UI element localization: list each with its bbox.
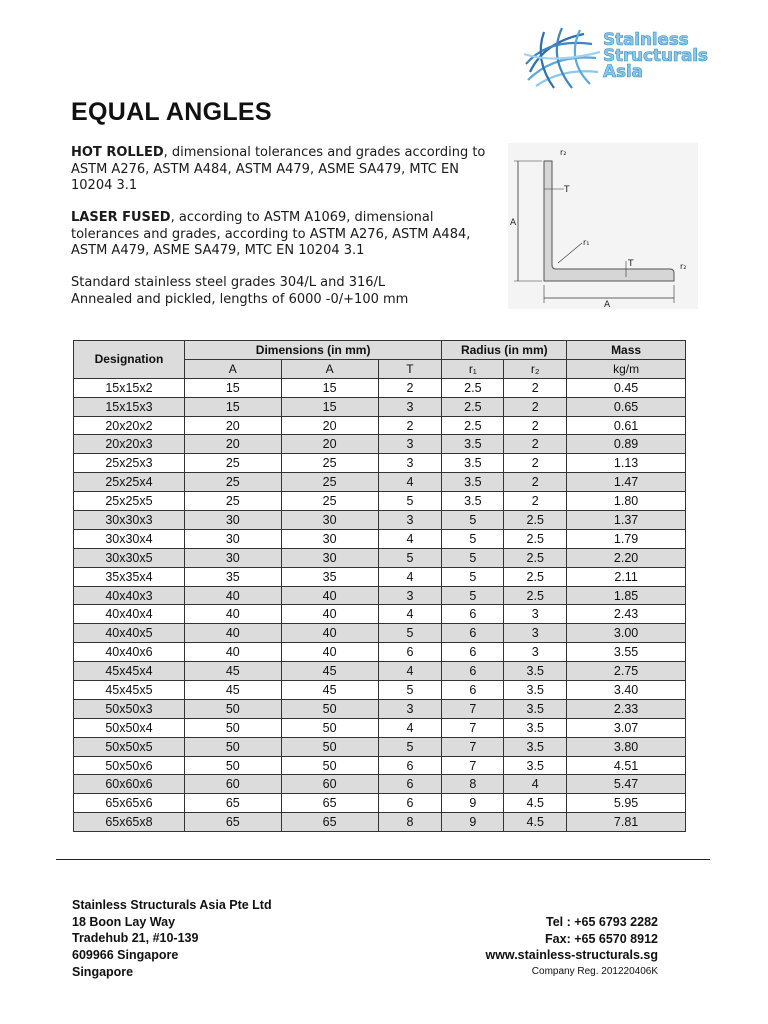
a2-cell: 25 — [281, 473, 378, 492]
a2-cell: 65 — [281, 813, 378, 832]
table-row — [74, 473, 686, 492]
hot-rolled-text: , dimensional tolerances and grades according to ASTM A276, ASTM A484, ASTM A479, ASME SA479, MTC EN 10204 3.1 — [71, 145, 486, 193]
designation-cell: 50x50x3 — [74, 699, 185, 718]
a1-cell: 30 — [184, 529, 281, 548]
t-cell: 6 — [378, 794, 442, 813]
a2-cell: 25 — [281, 492, 378, 511]
equal-angles-table — [73, 340, 686, 832]
t-cell: 3 — [378, 511, 442, 530]
r1-cell: 6 — [442, 662, 504, 681]
mass-cell: 2.11 — [567, 567, 686, 586]
col-r1-header: r₁ — [442, 359, 504, 378]
mass-cell: 1.80 — [567, 492, 686, 511]
r1-cell: 6 — [442, 624, 504, 643]
col-t-header: T — [378, 359, 442, 378]
table-row — [74, 737, 686, 756]
mass-cell: 5.95 — [567, 794, 686, 813]
table-row — [74, 643, 686, 662]
t-cell: 3 — [378, 699, 442, 718]
table-row — [74, 529, 686, 548]
globe-icon — [524, 28, 600, 88]
r1-cell: 7 — [442, 756, 504, 775]
r1-cell: 5 — [442, 529, 504, 548]
r2-cell: 2.5 — [504, 548, 567, 567]
r1-cell: 2.5 — [442, 397, 504, 416]
table-row — [74, 586, 686, 605]
mass-cell: 2.75 — [567, 662, 686, 681]
table-row — [74, 567, 686, 586]
t-cell: 5 — [378, 737, 442, 756]
mass-cell: 2.43 — [567, 605, 686, 624]
r1-cell: 2.5 — [442, 378, 504, 397]
website-link[interactable]: www.stainless-structurals.sg — [485, 948, 658, 962]
mass-cell: 3.00 — [567, 624, 686, 643]
t-cell: 4 — [378, 662, 442, 681]
a1-cell: 50 — [184, 718, 281, 737]
table-row — [74, 511, 686, 530]
address-line: 18 Boon Lay Way — [72, 914, 176, 929]
a1-cell: 50 — [184, 756, 281, 775]
designation-header: Designation — [74, 341, 185, 379]
diagram-label: r₂ — [680, 262, 687, 271]
finish-line: Annealed and pickled, lengths of 6000 -0/+100 mm — [71, 291, 409, 307]
mass-cell: 3.80 — [567, 737, 686, 756]
designation-cell: 50x50x6 — [74, 756, 185, 775]
t-cell: 4 — [378, 605, 442, 624]
mass-cell: 1.85 — [567, 586, 686, 605]
a1-cell: 45 — [184, 681, 281, 700]
address-line: Tradehub 21, #10-139 — [72, 931, 199, 946]
t-cell: 4 — [378, 718, 442, 737]
designation-cell: 25x25x5 — [74, 492, 185, 511]
t-cell: 5 — [378, 492, 442, 511]
diagram-background — [508, 143, 698, 309]
table-row — [74, 794, 686, 813]
t-cell: 4 — [378, 567, 442, 586]
r1-cell: 6 — [442, 605, 504, 624]
mass-cell: 0.89 — [567, 435, 686, 454]
t-cell: 4 — [378, 529, 442, 548]
mass-cell: 7.81 — [567, 813, 686, 832]
company-registration: Company Reg. 201220406K — [531, 965, 658, 977]
footer-divider — [56, 859, 710, 860]
mass-cell: 3.07 — [567, 718, 686, 737]
r2-cell: 4.5 — [504, 794, 567, 813]
t-cell: 3 — [378, 435, 442, 454]
r2-cell: 2.5 — [504, 586, 567, 605]
col-a2-header: A — [281, 359, 378, 378]
col-a1-header: A — [184, 359, 281, 378]
a2-cell: 25 — [281, 454, 378, 473]
grades-paragraph — [71, 275, 491, 308]
t-cell: 6 — [378, 643, 442, 662]
mass-cell: 1.37 — [567, 511, 686, 530]
r2-cell: 3.5 — [504, 756, 567, 775]
t-cell: 5 — [378, 548, 442, 567]
mass-cell: 4.51 — [567, 756, 686, 775]
designation-cell: 20x20x2 — [74, 416, 185, 435]
r2-cell: 3.5 — [504, 662, 567, 681]
a2-cell: 45 — [281, 662, 378, 681]
r1-cell: 7 — [442, 699, 504, 718]
table-row — [74, 681, 686, 700]
a1-cell: 30 — [184, 548, 281, 567]
laser-fused-paragraph — [71, 210, 491, 260]
address-line: Singapore — [72, 964, 134, 979]
a2-cell: 50 — [281, 699, 378, 718]
table-row — [74, 699, 686, 718]
mass-cell: 2.33 — [567, 699, 686, 718]
logo-line: Stainless — [603, 30, 689, 50]
designation-cell: 30x30x3 — [74, 511, 185, 530]
t-cell: 6 — [378, 775, 442, 794]
a2-cell: 20 — [281, 416, 378, 435]
r2-cell: 2 — [504, 473, 567, 492]
diagram-label: r₂ — [560, 148, 567, 157]
angle-section-diagram — [508, 143, 698, 309]
table-row — [74, 756, 686, 775]
table-row — [74, 397, 686, 416]
a2-cell: 40 — [281, 643, 378, 662]
diagram-label: A — [510, 218, 517, 228]
r2-cell: 2.5 — [504, 511, 567, 530]
r2-cell: 2.5 — [504, 567, 567, 586]
a2-cell: 35 — [281, 567, 378, 586]
r1-cell: 6 — [442, 681, 504, 700]
t-cell: 5 — [378, 624, 442, 643]
laser-fused-text: , according to ASTM A1069, dimensional tolerances and grades, according to ASTM A276, ASTM A484, ASTM A479, ASME SA479, MTC EN 10204 3.1 — [71, 210, 471, 258]
t-cell: 6 — [378, 756, 442, 775]
page-title: EQUAL ANGLES — [71, 98, 272, 126]
dimensions-header: Dimensions (in mm) — [184, 341, 442, 360]
a2-cell: 40 — [281, 586, 378, 605]
a1-cell: 25 — [184, 473, 281, 492]
designation-cell: 50x50x5 — [74, 737, 185, 756]
a2-cell: 60 — [281, 775, 378, 794]
designation-cell: 40x40x4 — [74, 605, 185, 624]
laser-fused-label: LASER FUSED — [71, 210, 171, 225]
table-row — [74, 718, 686, 737]
r1-cell: 3.5 — [442, 454, 504, 473]
diagram-label: T — [564, 185, 570, 195]
r2-cell: 2 — [504, 454, 567, 473]
t-cell: 3 — [378, 454, 442, 473]
a2-cell: 40 — [281, 605, 378, 624]
designation-cell: 30x30x4 — [74, 529, 185, 548]
mass-cell: 1.47 — [567, 473, 686, 492]
table-row — [74, 416, 686, 435]
designation-cell: 65x65x8 — [74, 813, 185, 832]
r1-cell: 8 — [442, 775, 504, 794]
mass-cell: 1.13 — [567, 454, 686, 473]
t-cell: 5 — [378, 681, 442, 700]
mass-cell: 1.79 — [567, 529, 686, 548]
a1-cell: 15 — [184, 397, 281, 416]
radius-header: Radius (in mm) — [442, 341, 567, 360]
r2-cell: 3 — [504, 643, 567, 662]
designation-cell: 35x35x4 — [74, 567, 185, 586]
r1-cell: 9 — [442, 794, 504, 813]
mass-cell: 0.45 — [567, 378, 686, 397]
r2-cell: 3.5 — [504, 681, 567, 700]
a2-cell: 30 — [281, 529, 378, 548]
address-line: 609966 Singapore — [72, 948, 179, 963]
a1-cell: 15 — [184, 378, 281, 397]
designation-cell: 50x50x4 — [74, 718, 185, 737]
t-cell: 4 — [378, 473, 442, 492]
r2-cell: 4 — [504, 775, 567, 794]
diagram-label: r₁ — [583, 238, 590, 247]
r2-cell: 2 — [504, 492, 567, 511]
a1-cell: 20 — [184, 416, 281, 435]
table-row — [74, 435, 686, 454]
a1-cell: 40 — [184, 605, 281, 624]
table-row — [74, 548, 686, 567]
r2-cell: 3.5 — [504, 718, 567, 737]
designation-cell: 15x15x2 — [74, 378, 185, 397]
r2-cell: 2 — [504, 378, 567, 397]
r2-cell: 3.5 — [504, 699, 567, 718]
a1-cell: 65 — [184, 794, 281, 813]
a1-cell: 50 — [184, 699, 281, 718]
table-row — [74, 378, 686, 397]
contact-block — [485, 914, 658, 979]
r1-cell: 7 — [442, 737, 504, 756]
logo-line: Structurals — [603, 46, 708, 66]
r2-cell: 2.5 — [504, 529, 567, 548]
a2-cell: 15 — [281, 397, 378, 416]
table-row — [74, 492, 686, 511]
t-cell: 2 — [378, 416, 442, 435]
t-cell: 3 — [378, 586, 442, 605]
table-row — [74, 624, 686, 643]
designation-cell: 20x20x3 — [74, 435, 185, 454]
r1-cell: 5 — [442, 548, 504, 567]
r2-cell: 2 — [504, 435, 567, 454]
a1-cell: 65 — [184, 813, 281, 832]
r2-cell: 2 — [504, 397, 567, 416]
r1-cell: 3.5 — [442, 492, 504, 511]
designation-cell: 40x40x3 — [74, 586, 185, 605]
r1-cell: 9 — [442, 813, 504, 832]
mass-cell: 3.40 — [567, 681, 686, 700]
r2-cell: 3.5 — [504, 737, 567, 756]
a1-cell: 35 — [184, 567, 281, 586]
a2-cell: 50 — [281, 718, 378, 737]
grades-line: Standard stainless steel grades 304/L and 316/L — [71, 275, 386, 290]
hot-rolled-paragraph — [71, 145, 491, 195]
designation-cell: 30x30x5 — [74, 548, 185, 567]
designation-cell: 15x15x3 — [74, 397, 185, 416]
a1-cell: 40 — [184, 643, 281, 662]
a1-cell: 40 — [184, 586, 281, 605]
a1-cell: 25 — [184, 454, 281, 473]
diagram-label: T — [628, 259, 634, 269]
mass-cell: 2.20 — [567, 548, 686, 567]
a1-cell: 40 — [184, 624, 281, 643]
r1-cell: 3.5 — [442, 473, 504, 492]
a2-cell: 30 — [281, 548, 378, 567]
r1-cell: 5 — [442, 567, 504, 586]
logo-wordmark — [603, 32, 708, 80]
r2-cell: 4.5 — [504, 813, 567, 832]
mass-cell: 3.55 — [567, 643, 686, 662]
a1-cell: 60 — [184, 775, 281, 794]
logo-line: Asia — [603, 62, 643, 82]
a1-cell: 20 — [184, 435, 281, 454]
table-row — [74, 775, 686, 794]
designation-cell: 45x45x4 — [74, 662, 185, 681]
designation-cell: 40x40x5 — [74, 624, 185, 643]
a2-cell: 50 — [281, 756, 378, 775]
diagram-label: A — [604, 300, 611, 309]
t-cell: 8 — [378, 813, 442, 832]
mass-header: Mass — [567, 341, 686, 360]
r1-cell: 5 — [442, 511, 504, 530]
a1-cell: 45 — [184, 662, 281, 681]
designation-cell: 65x65x6 — [74, 794, 185, 813]
mass-cell: 5.47 — [567, 775, 686, 794]
company-name: Stainless Structurals Asia Pte Ltd — [72, 898, 272, 912]
designation-cell: 45x45x5 — [74, 681, 185, 700]
a1-cell: 25 — [184, 492, 281, 511]
a1-cell: 50 — [184, 737, 281, 756]
r1-cell: 7 — [442, 718, 504, 737]
a2-cell: 20 — [281, 435, 378, 454]
telephone: Tel : +65 6793 2282 — [545, 915, 658, 929]
a2-cell: 40 — [281, 624, 378, 643]
col-r2-header: r₂ — [504, 359, 567, 378]
hot-rolled-label: HOT ROLLED — [71, 145, 164, 160]
designation-cell: 40x40x6 — [74, 643, 185, 662]
designation-cell: 60x60x6 — [74, 775, 185, 794]
r2-cell: 2 — [504, 416, 567, 435]
t-cell: 3 — [378, 397, 442, 416]
r1-cell: 6 — [442, 643, 504, 662]
a2-cell: 65 — [281, 794, 378, 813]
designation-cell: 25x25x3 — [74, 454, 185, 473]
table-row — [74, 454, 686, 473]
table-row — [74, 813, 686, 832]
table-row — [74, 662, 686, 681]
col-mass-unit-header: kg/m — [567, 359, 686, 378]
a1-cell: 30 — [184, 511, 281, 530]
r1-cell: 2.5 — [442, 416, 504, 435]
a2-cell: 30 — [281, 511, 378, 530]
r1-cell: 3.5 — [442, 435, 504, 454]
r2-cell: 3 — [504, 624, 567, 643]
a2-cell: 45 — [281, 681, 378, 700]
fax: Fax: +65 6570 8912 — [545, 931, 658, 946]
t-cell: 2 — [378, 378, 442, 397]
table-body — [74, 378, 686, 831]
table-row — [74, 605, 686, 624]
company-address — [72, 897, 272, 981]
mass-cell: 0.65 — [567, 397, 686, 416]
designation-cell: 25x25x4 — [74, 473, 185, 492]
r1-cell: 5 — [442, 586, 504, 605]
a2-cell: 50 — [281, 737, 378, 756]
r2-cell: 3 — [504, 605, 567, 624]
mass-cell: 0.61 — [567, 416, 686, 435]
a2-cell: 15 — [281, 378, 378, 397]
